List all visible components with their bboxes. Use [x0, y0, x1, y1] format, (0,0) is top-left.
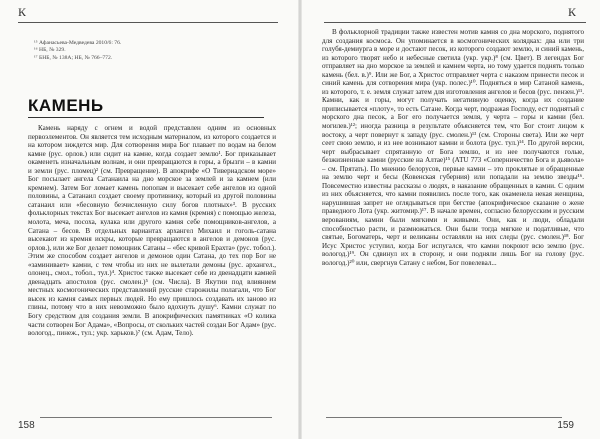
footnote: ¹⁶ НБ, № 329.	[34, 47, 66, 54]
right-body-text: В фольклорной традиции также известен мотив камня со дна морского, поднятого для создания космоса. Он упоминается в космогонических колядках: два или три голубя-демиурга в море и достают песок, из которого создают землю, и синий камень, из которого творят небо и небесные светила (укр. укр.)⁸ (см. Цвет). В легендах Бог отправляет на дно морское за землей и камнем черта, но тому удается поднять только камень (бел. в.)⁹. Или же Бог, а Христос отправляет черта с наказом принести песок и синий камень для сотворения мира (укр. полес.)¹⁰. Подняться в мир Сатаной камень, из которого, т. е. земля служат затем для изготовления ангелов и бесов (рус. пензен.)¹¹. Камни, как и горы, могут получать негативную оценку, когда их создание приписывается «плоту», то есть Сатане. Когда черт, подражая Господу, ест поднятый с морского дна песок, а Бог его получается земля, у черта – горы и камни (бел. могилев.)¹²; иногда разница в результате объясняется тем, что Бог стоит лицом к востоку, а черт повернут к западу (рус. смолен.)¹³ (см. Стороны света). Или же черт сеет свою землю, и из нее возникают камни и болота (рус. тул.)¹⁴. По другой версии, черт выбрасывает спрятанную от Бога землю, и из нее получаются голые, безжизненные камни (русские на Алтае)¹⁵ (АТU 773 «Соперничество Бога и дьявола» – см. Прятать). По мнению белорусов, первые камни – это проклятые и обращенные на землю черт и бесы (Ковенская губерния) или попадали на землю звезды¹⁶. Повсеместно известны рассказы о людях, в наказание обращенных в камни. С одним из них объясняется, что камни появились после того, как окаменела некая женщина, нарушившая запрет не оглядываться при бегстве (апокрифическое сказание о жене праведного Лота (укр. житомир.)¹⁷. В начале времен, согласно белорусским и русским верованиям, камни были мягкими и живыми. Они, как и люди, обладали способностью расти, и размножаться. Они были тогда мягкие и податливые, что святые, Богоматерь, черт и великаны оставляли на них следы (рус. смолен.)¹⁸. Бог Исус Христос уступил, когда Бог испугался, что камни покроют всю землю (рус. вологод.)¹⁹. Он сдвинул их в сторону, и они подняли лишь Бог на голову (рус. вологод.)²⁰ или, свергнув Сатану с небом, Бог повелевал...	[322, 28, 584, 267]
footnote: ¹⁷ БНБ, № 138А; НБ, № 766–772.	[34, 54, 113, 61]
section-heading: КАМЕНЬ	[28, 96, 104, 115]
heading-rule	[28, 117, 264, 118]
right-footer-rule	[326, 417, 562, 418]
left-header-rule	[18, 22, 278, 23]
left-body-text: Камень наряду с огнем и водой представлен одним из основных первоэлементов. Он является тем исходным материалом, из которого создается и на котором зиждется мир. Для сотворения мира Бог плавает по водам на белом камне (рус. орлов.) или сидит на камне, когда создает землю¹. Бог приказывает окаменеть изначальным волнам, и они превращаются в горы, а брызги – в камни и земли (рус. пломец)² (см. Превращение). В апокрифе «О Тивериадском море» Бог посылает ангела Сатанаила на дно морское за землей и за камнем (или кремнем). Затем Бог ломает камень попопам и высекает себе ангелов из одной половины, а Сатанаил создает своему противнику, который из другой половины сатанаил или «бесовную безчисленную силу богов плотных»³. В русских фольклорных текстах Бог высекает ангелов из камня (кремня) с помощью железа, молота, меча, посоха, кулака или другого камня себе помощников-ангелов, а Сатана – бесов. В отдельных вариантах архангел Михаил и гоголь-сатана высекают из кремня искры, которые превращаются в ангелов и демонов (рус. орлов.), или же Бог делает помощник Сатаны – «бес кривой Ерахта» (рус. тобол.). Этим же способом создает ангелов и демонов один Сатана, до тех пор Бог не «заминивает» камни, с тем чтобы из них не вылетали демоны (рус. архангел., олонец., смол., тобол., тул.)⁴. Христос также высекает себе из двенадцати камней двенадцать апостолов (рус. смолен.)⁵ (см. Числа). В Якутии под влиянием местных космогонических представлений русские старожилы полагали, что Бог высек из камня самых первых людей. Но ему пришлось создавать их заново из глины, потому что в них невозможно было вдохнуть душу⁶. Камни служат по Богу средством для создания земли. В апокрифических памятниках «О колика части сотворен Бог Адама», «Вопросы, от скольких частей создан Бог Адам» (рус. вологод., пинеж., тул.; укр. харьков.)⁷ (см. Адам, Тело).	[28, 124, 276, 338]
right-header-letter: К	[567, 5, 576, 19]
left-header-letter: К	[18, 5, 27, 19]
left-page-number: 158	[18, 420, 35, 431]
right-page	[300, 0, 600, 439]
left-footer-rule	[40, 417, 272, 418]
footnote: ¹⁵ Афанасьева-Медведева 2010/6: 76.	[34, 40, 122, 46]
right-header-rule	[324, 22, 586, 23]
left-footnotes	[34, 40, 121, 62]
right-page-number: 159	[557, 420, 574, 431]
